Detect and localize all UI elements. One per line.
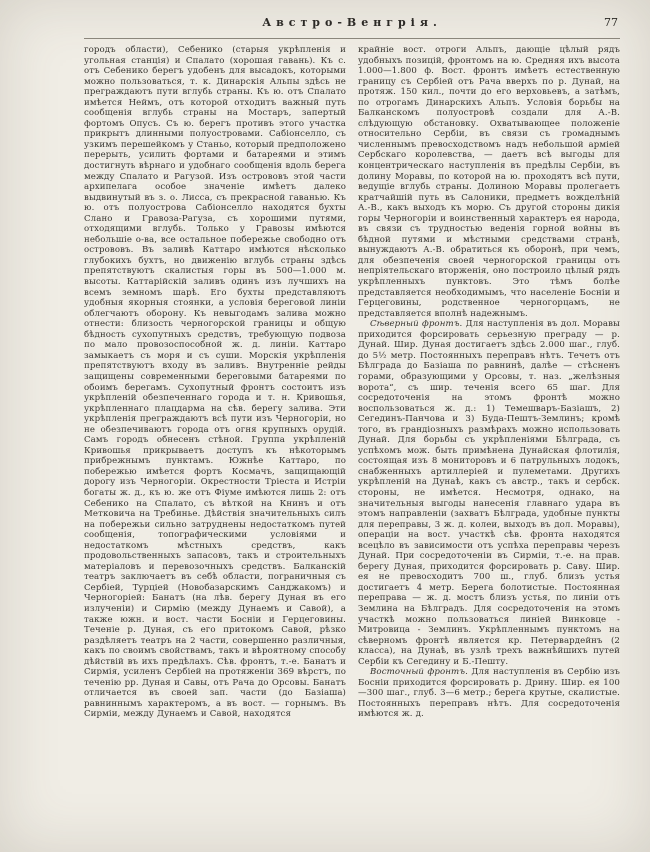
page-header [84,16,620,36]
text-columns [84,45,620,841]
paragraph-lead: Восточный фронтъ. [370,667,472,678]
page-number: 77 [604,16,618,29]
paragraph: Сѣверный фронтъ. Для наступленія въ дол. Моравы приходится форсировать серьезную преграду — р. Дунай. Шир. Дуная достигаетъ здѣсь 2.000 шаг., глуб. до 5½ метр. Постоянныхъ переправъ нѣтъ. Течетъ отъ Бѣлграда до Базіаша по равнинѣ, далѣе — стѣсненъ горами, образующими у Орсовы, т. наз. „желѣзныя ворота“, съ шир. теченія всего 65 шаг. Для сосредоточенія на этомъ фронтѣ можно воспользоваться ж. д.: 1) Темешваръ-Базіашъ, 2) Сегединъ-Панчова и 3) Буда-Пештъ-Землинъ; кромѣ того, въ грандіозныхъ размѣрахъ можно использовать Дунай. Для борьбы съ укрѣпленіями Бѣлграда, съ успѣхомъ мож. быть примѣнена Дунайская флотилія, состоящая изъ 8 мониторовъ и 6 патрульныхъ лодокъ, снабженныхъ артиллеріей и пулеметами. Другихъ укрѣпленій на Дунаѣ, какъ съ австр., такъ и сербск. стороны, не имѣется. Несмотря, однако, на значительныя выгоды нанесенія главнаго удара въ этомъ направленіи (захватъ Бѣлграда, удобные пункты для переправы, 3 ж. д. колеи, выходъ въ дол. Моравы), операціи на вост. участкѣ сѣв. фронта находятся всецѣло въ зависимости отъ успѣха переправы черезъ Дунай. При сосредоточеніи въ Сирміи, т.-е. на прав. берегу Дуная, приходится форсировать р. Саву. Шир. ея не превосходитъ 700 ш., глуб. близъ устья достигаетъ 4 метр. Берега болотистые. Постоянная переправа — ж. д. мостъ близъ устья, по линіи отъ Землина на Бѣлградъ. Для сосредоточенія на этомъ участкѣ можно пользоваться линіей Винковце - Митровица - Землинъ. Укрѣпленнымъ пунктомъ на сѣверномъ фронтѣ является кр. Петервардейнъ (2 класса), на Дунаѣ, въ узлѣ трехъ важнѣйшихъ путей Сербіи къ Сегедину и Б.-Пешту. [358,319,620,667]
paragraph: крайніе вост. отроги Альпъ, дающіе цѣлый рядъ удобныхъ позицій, фронтомъ на ю. Средняя ихъ высота 1.000—1.800 ф. Вост. фронтъ имѣетъ естественную границу съ Сербіей отъ Рача вверхъ по р. Дунай, на протяж. 150 кил., почти до его верховьевъ, а затѣмъ, по отрогамъ Динарскихъ Альпъ. Условія борьбы на Балканскомъ полуостровѣ создали для А.-В. слѣдующую обстановку. Охватывающее положеніе относительно Сербіи, въ связи съ громаднымъ численнымъ превосходствомъ надъ небольшой арміей Сербскаго королевства, — даетъ всѣ выгоды для концентрическаго наступленія въ предѣлы Сербіи, въ долину Моравы, по которой на ю. проходятъ всѣ пути, ведущіе вглубь страны. Долиною Моравы пролегаетъ кратчайшій путь въ Салоники, предметъ вожделѣній А.-В., какъ выходъ къ морю. Съ другой стороны дикія горы Черногоріи и воинственный характеръ ея народа, въ связи съ трудностью веденія горной войны въ бѣдной путями и мѣстными средствами странѣ, вынуждаютъ А.-В. обратиться къ оборонѣ, при чемъ, для обезпеченія своей черногорской границы отъ непріятельскаго вторженія, оно построило цѣлый рядъ укрѣпленныхъ пунктовъ. Это тѣмъ болѣе представляется необходимымъ, что населеніе Босніи и Герцеговины, родственное черногорцамъ, не представляется вполнѣ надежнымъ. [358,45,620,319]
paragraph: городъ области), Себенико (старыя укрѣпленія и угольная станція) и Спалато (хорошая гавань). Къ с. отъ Себенико берегъ удобенъ для высадокъ, которыми можно пользоваться, т. к. Динарскія Альпы здѣсь не преграждаютъ пути вглубь страны. Къ ю. отъ Спалато имѣется Неймъ, отъ которой отходитъ важный путь сообщенія вглубь страны на Мостаръ, запертый фортомъ Опусъ. Съ ю. берегъ противъ этого участка прикрытъ длинными полуостровами. Сабіонселло, съ узкимъ перешейкомъ у Станьо, который предположено перерыть, усилить фортами и батареями и этимъ достигнуть вѣрнаго и удобнаго сообщенія вдоль берега между Спалато и Рагузой. Изъ острововъ этой части архипелага особое значеніе имѣетъ далеко выдвинутый въ з. о. Лисса, съ прекрасной гаванью. Къ ю. отъ полуострова Сабіонселло находятся бухты Слано и Гравоза-Рагуза, съ хорошими путями, отходящими вглубь. Только у Гравозы имѣются небольшіе о-ва, все остальное побережье свободно отъ острововъ. Въ заливѣ Каттаро имѣются нѣсколько глубокихъ бухтъ, но движенію вглубь страны здѣсь препятствуютъ скалистыя горы въ 500—1.000 м. высоты. Каттарійскій заливъ одинъ изъ лучшихъ на всемъ земномъ шарѣ. Его бухты представляютъ удобныя якорныя стоянки, а условія береговой линіи облегчаютъ оборону. Къ невыгодамъ залива можно отнести: близость черногорской границы и общую бѣдность сухопутныхъ средствъ, требующую подвоза по мало провозоспособной ж. д. линіи. Каттаро замыкаетъ съ моря и съ суши. Морскія укрѣпленія препятствуютъ входу въ заливъ. Внутренніе рейды защищены современными береговыми батареями по обоимъ берегамъ. Сухопутный фронтъ состоитъ изъ укрѣпленій обезпеченнаго города и т. н. Кривошья, укрѣпленнаго плацдарма на сѣв. берегу залива. Эти укрѣпленія преграждаютъ всѣ пути изъ Черногоріи, но не обезпечиваютъ города отъ огня крупныхъ орудій. Самъ городъ обнесенъ стѣной. Группа укрѣпленій Кривошья прикрываетъ доступъ къ нѣкоторымъ прибрежнымъ пунктамъ. Южнѣе Каттаро, по побережью имѣется фортъ Космачъ, защищающій дорогу изъ Черногоріи. Окрестности Тріеста и Истріи богаты ж. д., къ ю. же отъ Фіуме имѣются лишь 2: отъ Себенико на Спалато, съ вѣткой на Книнъ и отъ Метковича на Требинье. Дѣйствія значительныхъ силъ на побережьи сильно затруднены недостаткомъ путей сообщенія, топографическими условіями и недостаткомъ мѣстныхъ средствъ, какъ продовольственныхъ запасовъ, такъ и строительныхъ матеріаловъ и перевозочныхъ средствъ. Балканскій театръ заключаетъ въ себѣ области, пограничныя съ Сербіей, Турціей (Новобазарскимъ Санджакомъ) и Черногоріей: Банатъ (на лѣв. берегу Дуная въ его излученіи) и Сирмію (между Дунаемъ и Савой), а также южн. и вост. части Босніи и Герцеговины. Теченіе р. Дуная, съ его притокомъ Савой, рѣзко раздѣляетъ театръ на 2 части, совершенно различныя, какъ по своимъ свойствамъ, такъ и вѣроятному способу дѣйствій въ ихъ предѣлахъ. Сѣв. фронтъ, т.-е. Банатъ и Сирмія, усиленъ Сербіей на протяженіи 369 вѣрстъ, по теченію рр. Дуная и Савы, отъ Рача до Орсовы. Банатъ отличается въ своей зап. части (до Базіаша) равниннымъ характеромъ, а въ вост. — горнымъ. Въ Сирміи, между Дунаемъ и Савой, находятся [84,45,346,720]
left-column [84,45,346,841]
paragraph: Восточный фронтъ. Для наступленія въ Сербію изъ Босніи приходится форсировать р. Дрину. Шир. ея 100—300 шаг., глуб. 3—6 метр.; берега крутые, скалистые. Постоянныхъ переправъ нѣтъ. Для сосредоточенія имѣются ж. д. [358,667,620,720]
running-title: Австро-Венгрія. [262,16,442,29]
header-rule [84,38,620,39]
right-column [358,45,620,841]
paragraph-lead: Сѣверный фронтъ. [370,319,466,330]
